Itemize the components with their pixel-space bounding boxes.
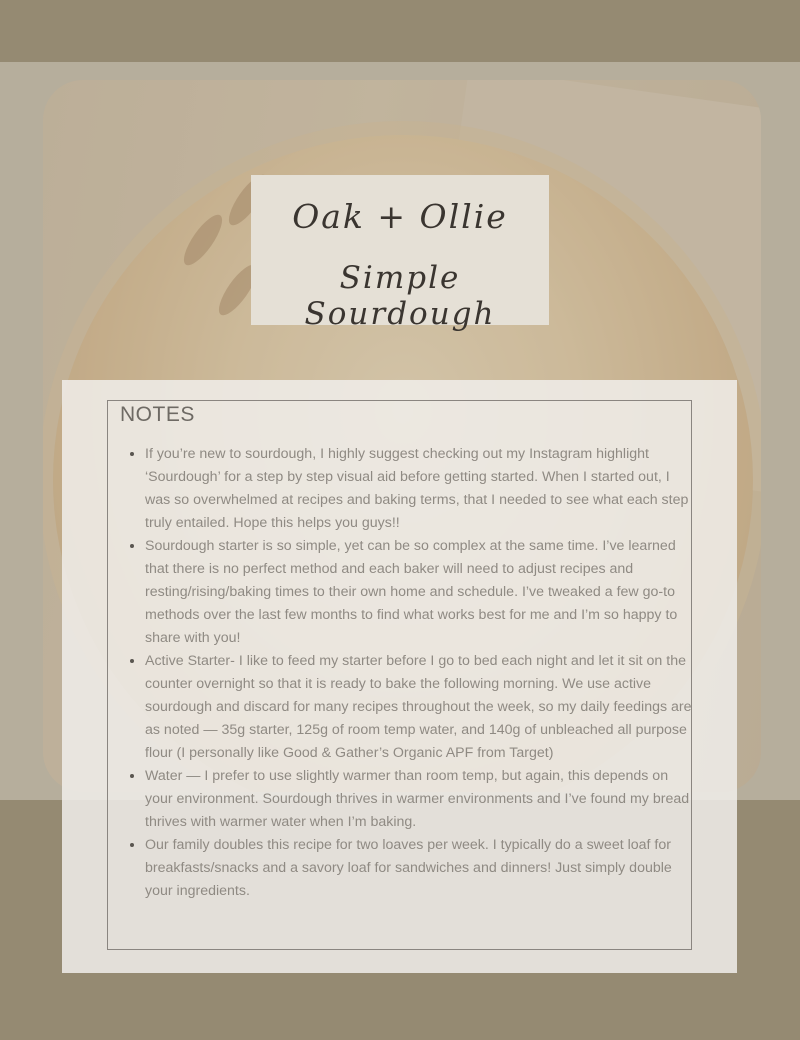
page-subtitle: Simple Sourdough [304, 260, 496, 332]
list-item: • If you’re new to sourdough, I highly suggest checking out my Instagram highlight ‘Sourdough’ for a step by step visual aid before getting started. When I started out, I was so overwhelmed at recipes and baking terms, that I needed to see what each step truly entailed. Hope this helps you guys!! [145, 443, 697, 535]
list-item: • Our family doubles this recipe for two loaves per week. I typically do a sweet loaf for breakfasts/snacks and a savory loaf for sandwiches and dinners! Just simply double your ingredients. [145, 834, 697, 903]
list-item: • Sourdough starter is so simple, yet can be so complex at the same time. I’ve learned that there is no perfect method and each baker will need to adjust recipes and resting/rising/baking times to their own home and schedule. I’ve tweaked a few go-to methods over the last few months to find what works best for me and I’m so happy to share with you! [145, 535, 697, 650]
title-card [251, 175, 549, 332]
top-band [0, 0, 800, 62]
notes-heading: NOTES [120, 403, 195, 426]
list-item: • Water — I prefer to use slightly warmer than room temp, but again, this depends on your environment. Sourdough thrives in warmer environments and I’ve found my bread thrives with warmer water when I’m baking. [145, 765, 697, 834]
page-title: Oak + Ollie [292, 197, 508, 236]
notes-list [128, 443, 697, 903]
list-item: • Active Starter- I like to feed my starter before I go to bed each night and let it sit on the counter overnight so that it is ready to bake the following morning. We use active sourdough and discard for many recipes throughout the week, so my daily feedings are as noted — 35g starter, 125g of room temp water, and 140g of unbleached all purpose flour (I personally like Good & Gather’s Organic APF from Target) [145, 650, 697, 765]
notes-panel [62, 380, 737, 973]
notes-frame [107, 400, 692, 950]
